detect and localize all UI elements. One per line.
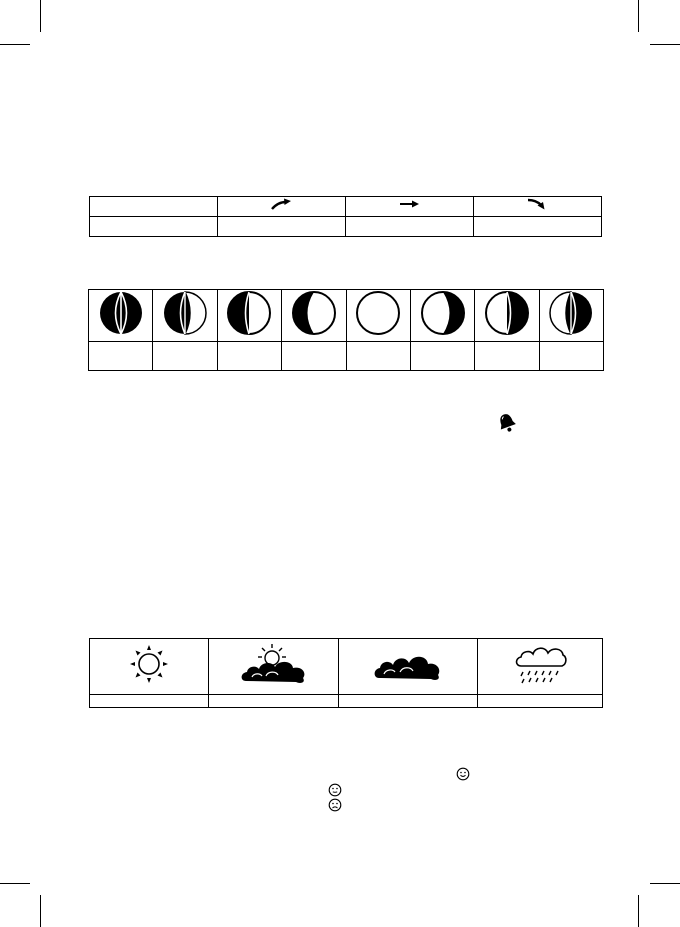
weather-label xyxy=(209,695,339,708)
waning-gibbous-icon xyxy=(420,290,466,336)
moon-cell xyxy=(410,290,474,342)
trend-header-rising xyxy=(218,197,346,217)
waning-crescent-icon xyxy=(548,290,594,336)
first-quarter-icon xyxy=(226,290,272,336)
crop-mark-bottom-right-h xyxy=(650,883,680,884)
trend-cell xyxy=(474,217,602,237)
last-quarter-icon xyxy=(484,290,530,336)
neutral-face-icon xyxy=(328,783,342,797)
moon-cell xyxy=(475,290,539,342)
trend-header-falling xyxy=(474,197,602,217)
weather-label xyxy=(477,695,602,708)
crop-mark-top-right-v xyxy=(638,0,639,32)
moon-cell xyxy=(539,290,603,342)
rainy-icon xyxy=(513,642,567,686)
moon-label xyxy=(346,342,410,371)
cloudy-icon xyxy=(373,647,443,681)
new-moon-icon xyxy=(98,290,144,336)
sunny-icon xyxy=(129,644,169,684)
trend-cell xyxy=(90,217,218,237)
trend-header-steady xyxy=(346,197,474,217)
weather-cell xyxy=(209,639,339,695)
rising-trend-arrow-icon xyxy=(270,197,294,211)
waxing-gibbous-icon xyxy=(291,290,337,336)
moon-label xyxy=(539,342,603,371)
full-moon-icon xyxy=(355,290,401,336)
trend-cell xyxy=(346,217,474,237)
moon-phase-table xyxy=(88,289,604,371)
moon-label xyxy=(282,342,346,371)
weather-forecast-table xyxy=(89,638,603,708)
moon-label xyxy=(410,342,474,371)
happy-face-icon xyxy=(456,767,470,781)
moon-cell xyxy=(153,290,217,342)
sad-face-icon xyxy=(328,798,342,812)
moon-label xyxy=(153,342,217,371)
moon-cell xyxy=(217,290,281,342)
weather-cell xyxy=(339,639,477,695)
crop-mark-bottom-left-h xyxy=(0,883,30,884)
crop-mark-bottom-left-v xyxy=(40,895,41,927)
moon-cell xyxy=(89,290,153,342)
crop-mark-top-left-h xyxy=(0,44,30,45)
trend-cell xyxy=(218,217,346,237)
weather-label xyxy=(339,695,477,708)
weather-cell xyxy=(90,639,209,695)
steady-trend-arrow-icon xyxy=(398,197,422,211)
moon-cell xyxy=(282,290,346,342)
crop-mark-top-right-h xyxy=(650,44,680,45)
crop-mark-bottom-right-v xyxy=(638,895,639,927)
partly-cloudy-icon xyxy=(240,643,308,685)
weather-cell xyxy=(477,639,602,695)
moon-label xyxy=(217,342,281,371)
trend-table xyxy=(89,196,602,237)
falling-trend-arrow-icon xyxy=(526,197,550,211)
moon-label xyxy=(89,342,153,371)
moon-label xyxy=(475,342,539,371)
crop-mark-top-left-v xyxy=(40,0,41,32)
moon-cell xyxy=(346,290,410,342)
waxing-crescent-icon xyxy=(162,290,208,336)
bell-icon xyxy=(496,412,518,434)
trend-header-empty xyxy=(90,197,218,217)
weather-label xyxy=(90,695,209,708)
